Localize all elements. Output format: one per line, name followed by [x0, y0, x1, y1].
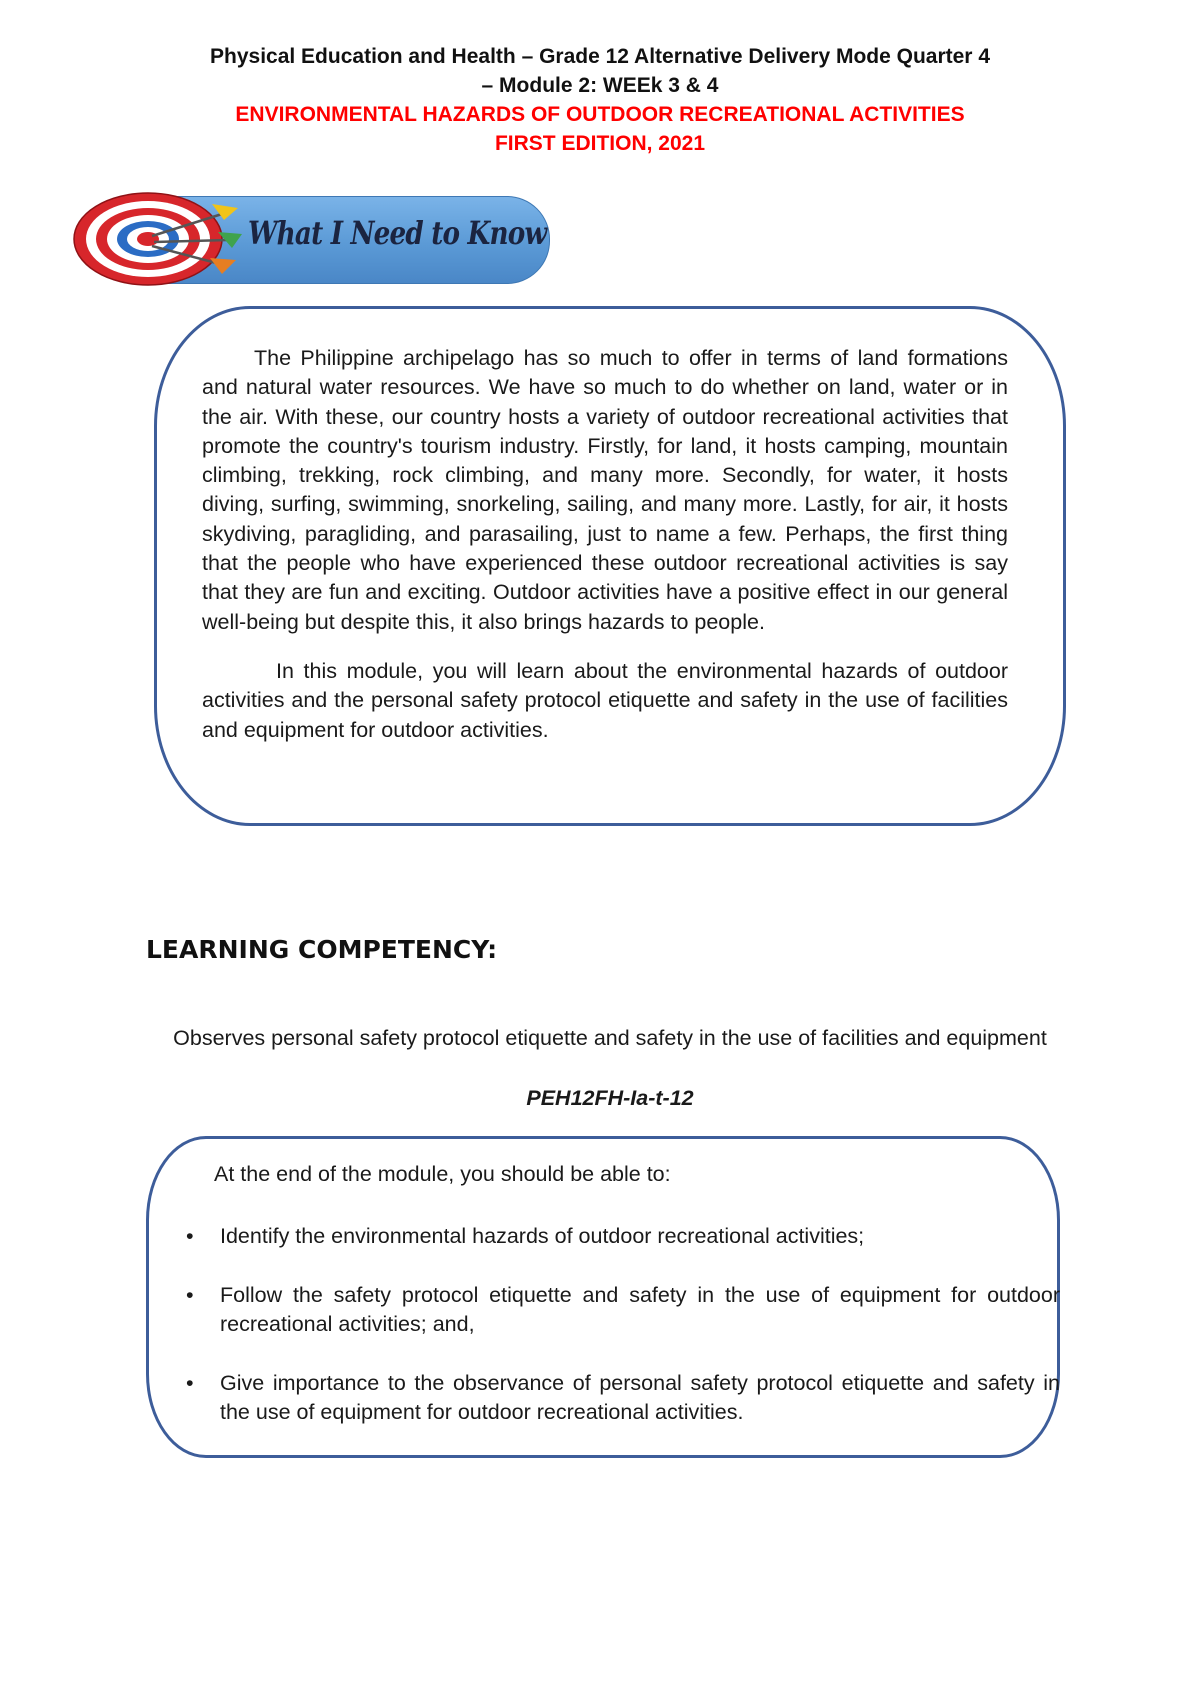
objective-item	[180, 1281, 1060, 1340]
module-title: ENVIRONMENTAL HAZARDS OF OUTDOOR RECREATIONAL ACTIVITIES	[235, 103, 965, 126]
intro-paragraph-2: In this module, you will learn about the environmental hazards of outdoor activities and the personal safety protocol etiquette and safety in the use of facilities and equipment for outdoor activities.	[202, 658, 1008, 742]
objective-text: Identify the environmental hazards of outdoor recreational activities;	[220, 1224, 865, 1248]
header-title-line-1: Physical Education and Health – Grade 12 Alternative Delivery Mode Quarter 4	[210, 45, 990, 68]
competency-code: PEH12FH-Ia-t-12	[526, 1086, 694, 1110]
edition-label: FIRST EDITION, 2021	[494, 132, 706, 155]
banner-title: What I Need to Know	[248, 214, 547, 252]
objective-text: Follow the safety protocol etiquette and safety in the use of equipment for outdoor recreational activities; and,	[220, 1282, 1060, 1336]
what-i-need-to-know-banner	[72, 196, 550, 282]
objectives-intro: At the end of the module, you should be able to:	[214, 1162, 671, 1186]
objectives-list	[180, 1222, 1060, 1457]
target-with-darts-icon	[72, 190, 242, 288]
bullet-icon: •	[186, 1370, 194, 1395]
bullet-icon: •	[186, 1224, 194, 1248]
objective-item	[180, 1222, 1060, 1252]
objective-item	[180, 1369, 1060, 1428]
objective-text: Give importance to the observance of personal safety protocol etiquette and safety in the use of equipment for outdoor recreational activities.	[220, 1370, 1060, 1424]
learning-competency-heading: LEARNING COMPETENCY:	[146, 935, 498, 964]
intro-text	[202, 344, 1008, 745]
header-title-line-2: – Module 2: WEEk 3 & 4	[481, 74, 719, 97]
intro-paragraph-1: The Philippine archipelago has so much to offer in terms of land formations and natural water resources. We have so much to do whether on land, water or in the air. With these, our country hosts a variety of outdoor recreational activities that promote the country's tourism industry. Firstly, for land, it hosts camping, mountain climbing, trekking, rock climbing, and many more. Secondly, for water, it hosts diving, surfing, swimming, snorkeling, sailing, and many more. Lastly, for air, it hosts skydiving, paragliding, and parasailing, just to name a few. Perhaps, the first thing that the people who have experienced these outdoor recreational activities is say that they are fun and exciting. Outdoor activities have a positive effect in our general well-being but despite this, it also brings hazards to people.	[202, 346, 1008, 634]
page-header	[100, 42, 1100, 158]
learning-competency-description: Observes personal safety protocol etiquette and safety in the use of facilities and equipment	[173, 1026, 1047, 1050]
bullet-icon: •	[186, 1282, 194, 1307]
